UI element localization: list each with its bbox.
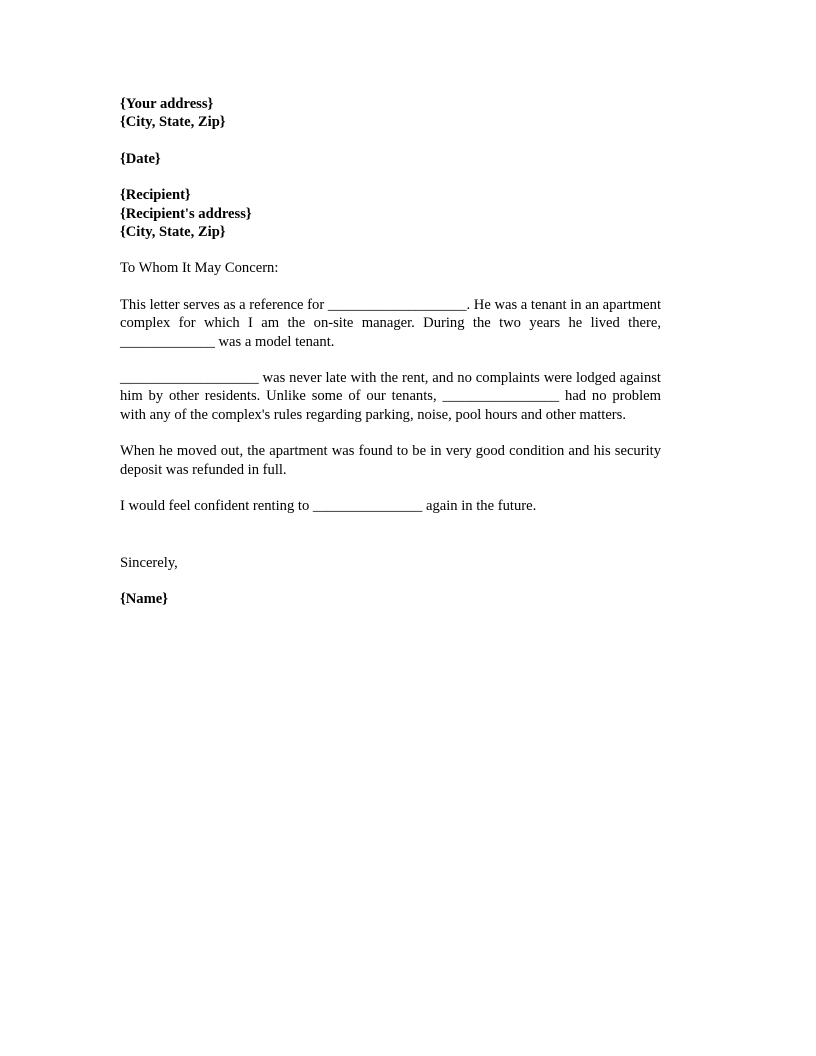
date-line: {Date}: [120, 150, 161, 167]
sender-block: [120, 95, 661, 132]
recipient-address: {Recipient's address}: [120, 205, 252, 222]
body-paragraph-1: This letter serves as a reference for ___________________. He was a tenant in an apartment complex for which I am the on-site manager. During the two years he lived there, _____________ was a model tenant.: [120, 296, 661, 350]
sender-city-state-zip: {City, State, Zip}: [120, 114, 226, 131]
closing-spacer: [120, 534, 661, 554]
recipient-name: {Recipient}: [120, 187, 191, 204]
body-paragraph-2: ___________________ was never late with the rent, and no complaints were lodged against him by other residents. Unlike some of our tenants, ________________ had no problem with any of the complex's rules regarding parking, noise, pool hours and other matters.: [120, 370, 661, 423]
letter-page: [120, 95, 661, 626]
body-paragraph-3: When he moved out, the apartment was found to be in very good condition and his security deposit was refunded in full.: [120, 443, 661, 478]
sender-address: {Your address}: [120, 96, 214, 112]
recipient-block: [120, 186, 661, 241]
closing: Sincerely,: [120, 554, 178, 571]
signature-name: {Name}: [120, 590, 168, 607]
recipient-city-state-zip: {City, State, Zip}: [120, 224, 226, 241]
body-paragraph-4: I would feel confident renting to _______________ again in the future.: [120, 498, 537, 515]
salutation: To Whom It May Concern:: [120, 260, 279, 277]
